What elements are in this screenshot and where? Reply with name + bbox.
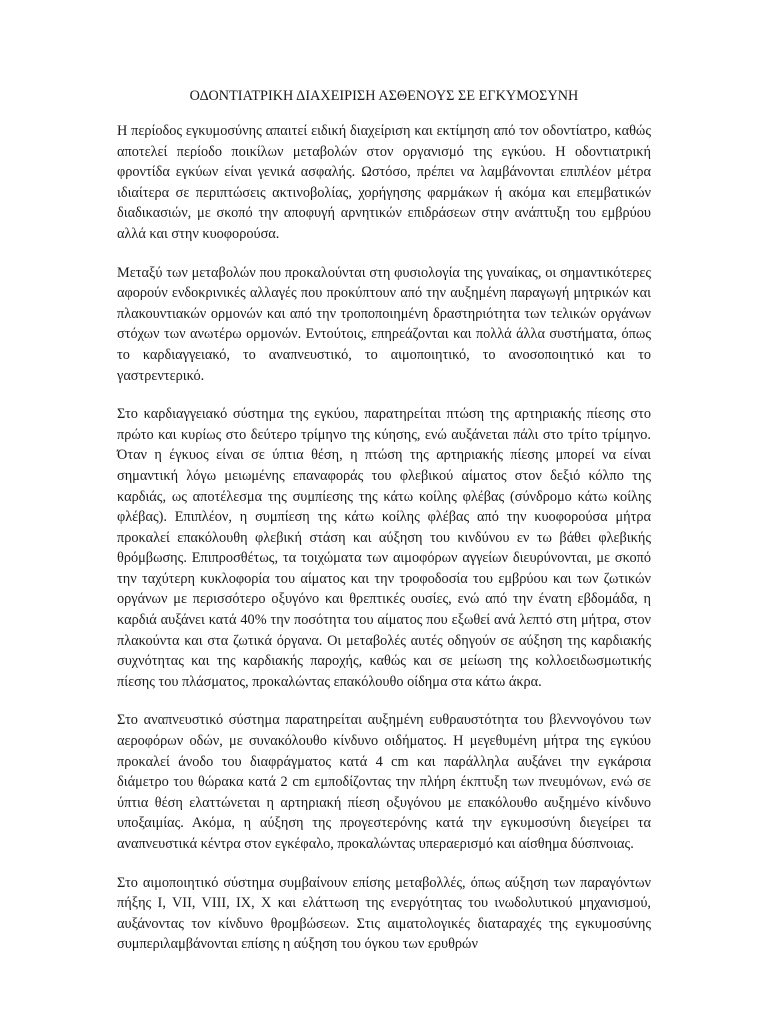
document-title: ΟΔΟΝΤΙΑΤΡΙΚΗ ΔΙΑΧΕΙΡΙΣΗ ΑΣΘΕΝΟΥΣ ΣΕ ΕΓΚΥΜΟΣΥΝΗ <box>189 88 579 104</box>
paragraph-intro: Η περίοδος εγκυμοσύνης απαιτεί ειδική διαχείριση και εκτίμηση από τον οδοντίατρο, καθώς αποτελεί περίοδο ποικίλων μεταβολών στον οργανισμό της εγκύου. Η οδοντιατρική φροντίδα εγκύων είναι γενικά ασφαλής. Ωστόσο, πρέπει να λαμβάνονται επιπλέον μέτρα ιδιαίτερα σε περιπτώσεις ακτινοβολίας, χορήγησης φαρμάκων ή ακόμα και επεμβατικών διαδικασιών, με σκοπό την αποφυγή αρνητικών επιδράσεων στην ανάπτυξη του εμβρύου αλλά και στην κυοφορούσα. <box>117 123 651 242</box>
paragraph-endocrine: Μεταξύ των μεταβολών που προκαλούνται στη φυσιολογία της γυναίκας, οι σημαντικότερες αφορούν ενδοκρινικές αλλαγές που προκύπτουν από την αυξημένη παραγωγή μητρικών και πλακουντιακών ορμονών και από την τροποποιημένη δραστηριότητα των τελικών οργάνων στόχων των ανωτέρω ορμονών. Εντούτοις, επηρεάζονται και πολλά άλλα συστήματα, όπως το καρδιαγγειακό, το αναπνευστικό, το αιμοποιητικό, το ανοσοποιητικό και το γαστρεντερικό. <box>117 264 651 384</box>
paragraph-hematopoietic: Στο αιμοποιητικό σύστημα συμβαίνουν επίσης μεταβολλές, όπως αύξηση των παραγόντων πήξης I, VII, VIII, IX, X και ελάττωση της ενεργότητας του ινωδολυτικού μηχανισμού, αυξάνοντας τον κίνδυνο θρομβώσεων. Στις αιματολογικές διαταραχές της εγκυμοσύνης συμπεριλαμβάνονται επίσης η αύξηση του όγκου των ερυθρών <box>117 874 651 953</box>
paragraph-cardiovascular: Στο καρδιαγγειακό σύστημα της εγκύου, παρατηρείται πτώση της αρτηριακής πίεσης στο πρώτο και κυρίως στο δεύτερο τρίμηνο της κύησης, ενώ αυξάνεται πάλι στο τρίτο τρίμηνο. Όταν η έγκυος είναι σε ύπτια θέση, η πτώση της αρτηριακής πίεσης μπορεί να είναι σημαντική λόγω μειωμένης επαναφοράς του φλεβικού αίματος στον δεξιό κόλπο της καρδιάς, ως αποτέλεσμα της συμπίεσης της κάτω κοίλης φλέβας (σύνδρομο κάτω κοίλης φλέβας). Επιπλέον, η συμπίεση της κάτω κοίλης φλέβας από την κυοφορούσα μήτρα προκαλεί επακόλουθη φλεβική στάση και αύξηση του κινδύνου εν τω βάθει φλεβικής θρόμβωσης. Επιπροσθέτως, τα τοιχώματα των αιμοφόρων αγγείων διευρύνονται, με σκοπό την ταχύτερη κυκλοφορία του αίματος και την τροφοδοσία του εμβρύου και των ζωτικών οργάνων με περισσότερο οξυγόνο και θρεπτικές ουσίες, ενώ από την ένατη εβδομάδα, η καρδιά αυξάνει κατά 40% την ποσότητα του αίματος που εξωθεί ανά λεπτό στη μήτρα, στον πλακούντα και στα ζωτικά όργανα. Οι μεταβολές αυτές οδηγούν σε αύξηση της καρδιακής συχνότητας και της καρδιακής παροχής, καθώς και σε μείωση της κολλοειδωσμωτικής πίεσης του πλάσματος, προκαλώντας επακόλουθο οίδημα στα κάτω άκρα. <box>117 406 651 690</box>
paragraph-respiratory: Στο αναπνευστικό σύστημα παρατηρείται αυξημένη ευθραυστότητα του βλεννογόνου των αεροφόρων οδών, με συνακόλουθο κίνδυνο οιδήματος. Η μεγεθυμένη μήτρα της εγκύου προκαλεί άνοδο του διαφράγματος κατά 4 cm και παράλληλα αυξάνει την εγκάρσια διάμετρο του θώρακα κατά 2 cm εμποδίζοντας την πλήρη έκπτυξη των πνευμόνων, ενώ σε ύπτια θέση ελαττώνεται η αρτηριακή πίεση οξυγόνου με επακόλουθο αυξημένο κίνδυνο υποξαιμίας. Ακόμα, η αύξηση της προγεστερόνης κατά την εγκυμοσύνη διεγείρει τα αναπνευστικά κέντρα στον εγκέφαλο, προκαλώντας υπεραερισμό και αίσθημα δύσπνοιας. <box>117 712 651 852</box>
